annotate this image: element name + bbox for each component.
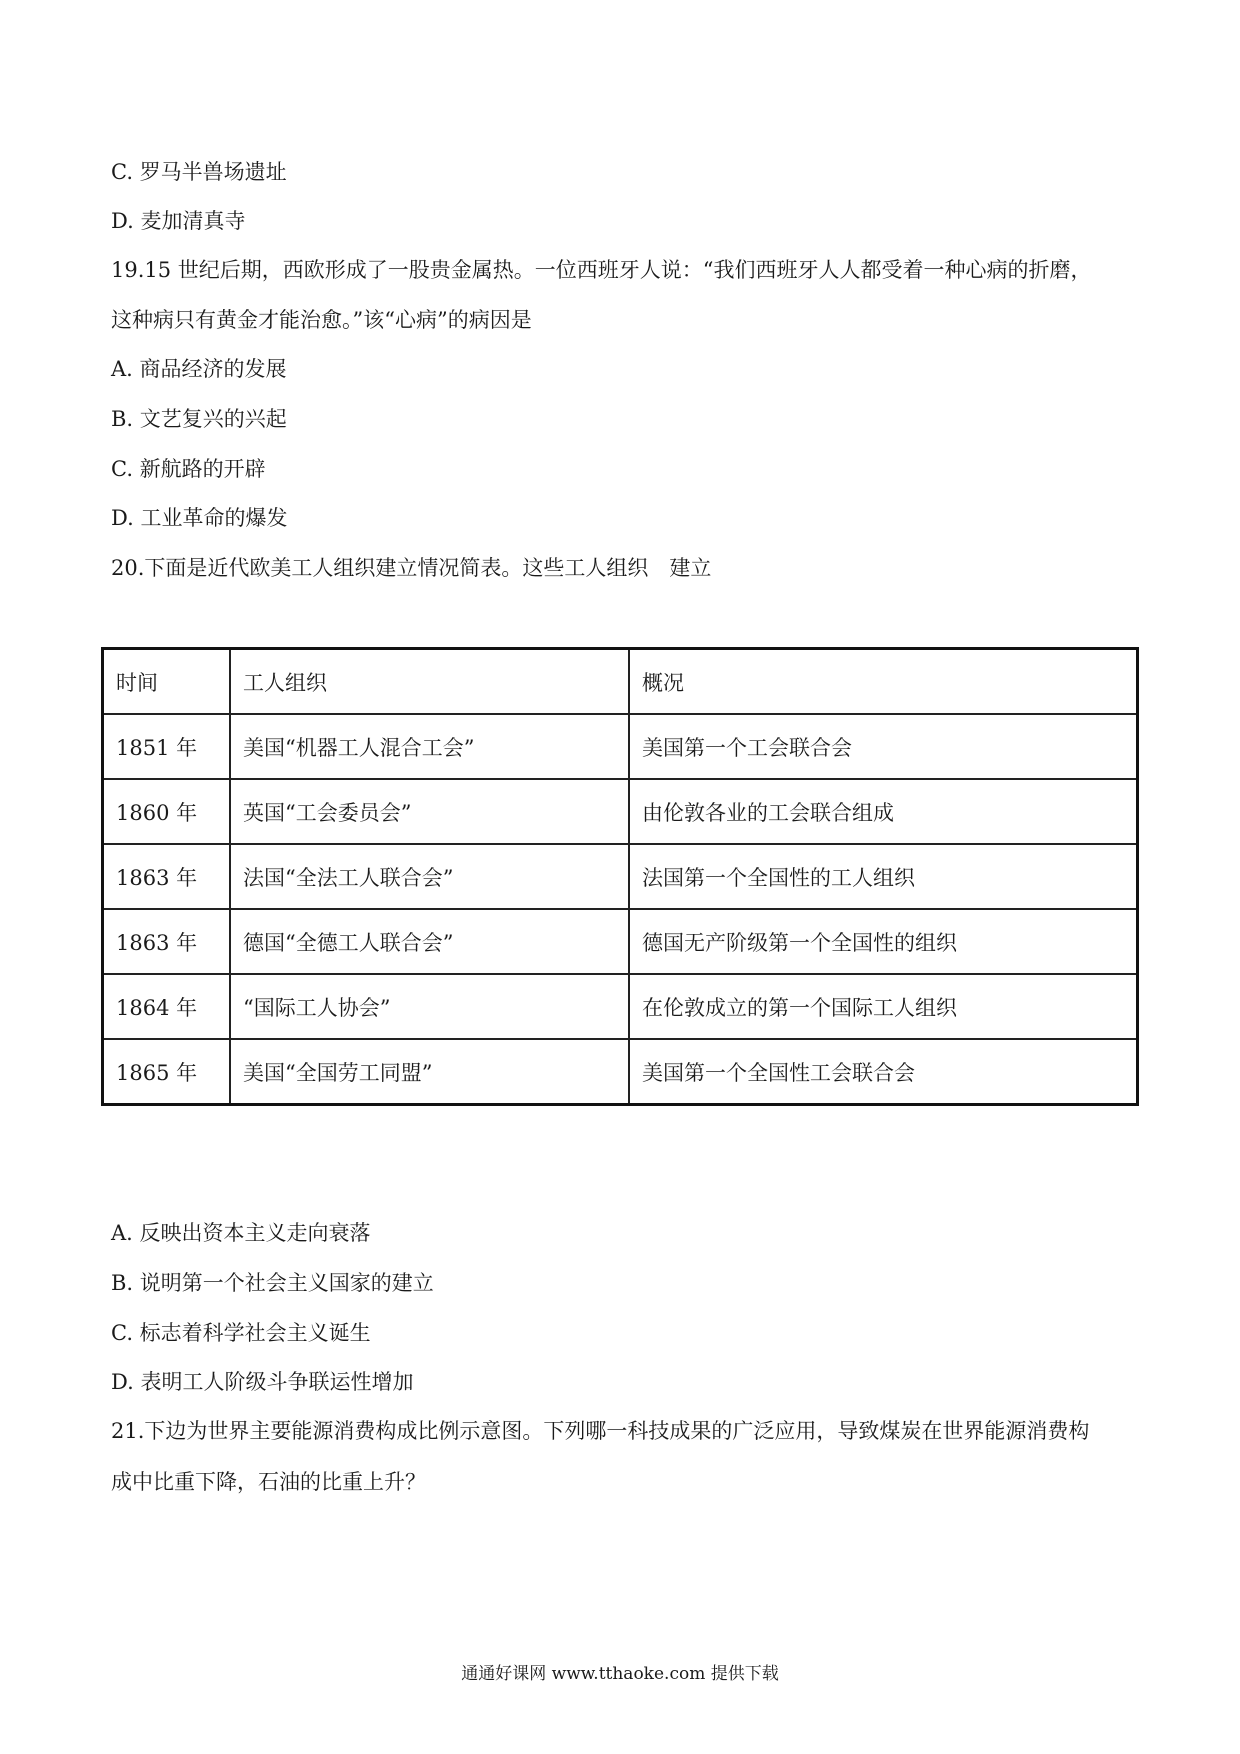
table-cell-overview: 法国第一个全国性的工人组织 [629,844,1138,909]
q20-option-d: D. 表明工人阶级斗争联运性增加 [111,1370,414,1394]
table-cell-overview: 在伦敦成立的第一个国际工人组织 [629,974,1138,1039]
q19-option-c: C. 新航路的开辟 [111,457,266,481]
table-cell-overview: 美国第一个工会联合会 [629,714,1138,779]
table-cell-overview: 美国第一个全国性工会联合会 [629,1039,1138,1105]
table-row [103,844,1138,909]
page-footer: 通通好课网 www.tthaoke.com 提供下载 [461,1664,779,1684]
q19-option-a: A. 商品经济的发展 [111,357,287,381]
table-header-cell: 时间 [103,649,231,715]
table-cell-year: 1863 年 [103,909,231,974]
worker-organizations-table [101,647,1139,1106]
q19-option-b: B. 文艺复兴的兴起 [111,407,287,431]
table-cell-year: 1863 年 [103,844,231,909]
q20-option-c: C. 标志着科学社会主义诞生 [111,1321,371,1345]
table-cell-organization: 德国“全德工人联合会” [230,909,629,974]
q20-option-a: A. 反映出资本主义走向衰落 [111,1221,371,1245]
table-cell-year: 1860 年 [103,779,231,844]
table-header-cell: 工人组织 [230,649,629,715]
q21-stem-line1: 21.下边为世界主要能源消费构成比例示意图。下列哪一科技成果的广泛应用，导致煤炭在世界能源消费构 [111,1419,1090,1443]
table-row [103,909,1138,974]
table-header-cell: 概况 [629,649,1138,715]
q19-stem-line2: 这种病只有黄金才能治愈。”该“心病”的病因是 [111,308,532,332]
q18-option-d: D. 麦加清真寺 [111,209,246,233]
table-cell-organization: 美国“全国劳工同盟” [230,1039,629,1105]
table-cell-overview: 由伦敦各业的工会联合组成 [629,779,1138,844]
table-cell-organization: 法国“全法工人联合会” [230,844,629,909]
table-cell-organization: 英国“工会委员会” [230,779,629,844]
q21-stem-line2: 成中比重下降，石油的比重上升？ [111,1470,426,1494]
table-cell-year: 1851 年 [103,714,231,779]
table-cell-organization: “国际工人协会” [230,974,629,1039]
table-cell-overview: 德国无产阶级第一个全国性的组织 [629,909,1138,974]
table-row [103,714,1138,779]
table-cell-year: 1865 年 [103,1039,231,1105]
table-cell-year: 1864 年 [103,974,231,1039]
table-row [103,1039,1138,1105]
table-row [103,779,1138,844]
q19-stem-line1: 19.15 世纪后期，西欧形成了一股贵金属热。一位西班牙人说：“我们西班牙人人都受着一种心病的折磨， [111,258,1092,282]
table-cell-organization: 美国“机器工人混合工会” [230,714,629,779]
table-row [103,974,1138,1039]
q20-stem: 20.下面是近代欧美工人组织建立情况简表。这些工人组织 建立 [111,556,712,580]
q20-option-b: B. 说明第一个社会主义国家的建立 [111,1271,434,1295]
q18-option-c: C. 罗马半兽场遗址 [111,160,287,184]
q19-option-d: D. 工业革命的爆发 [111,506,288,530]
table-header-row [103,649,1138,715]
